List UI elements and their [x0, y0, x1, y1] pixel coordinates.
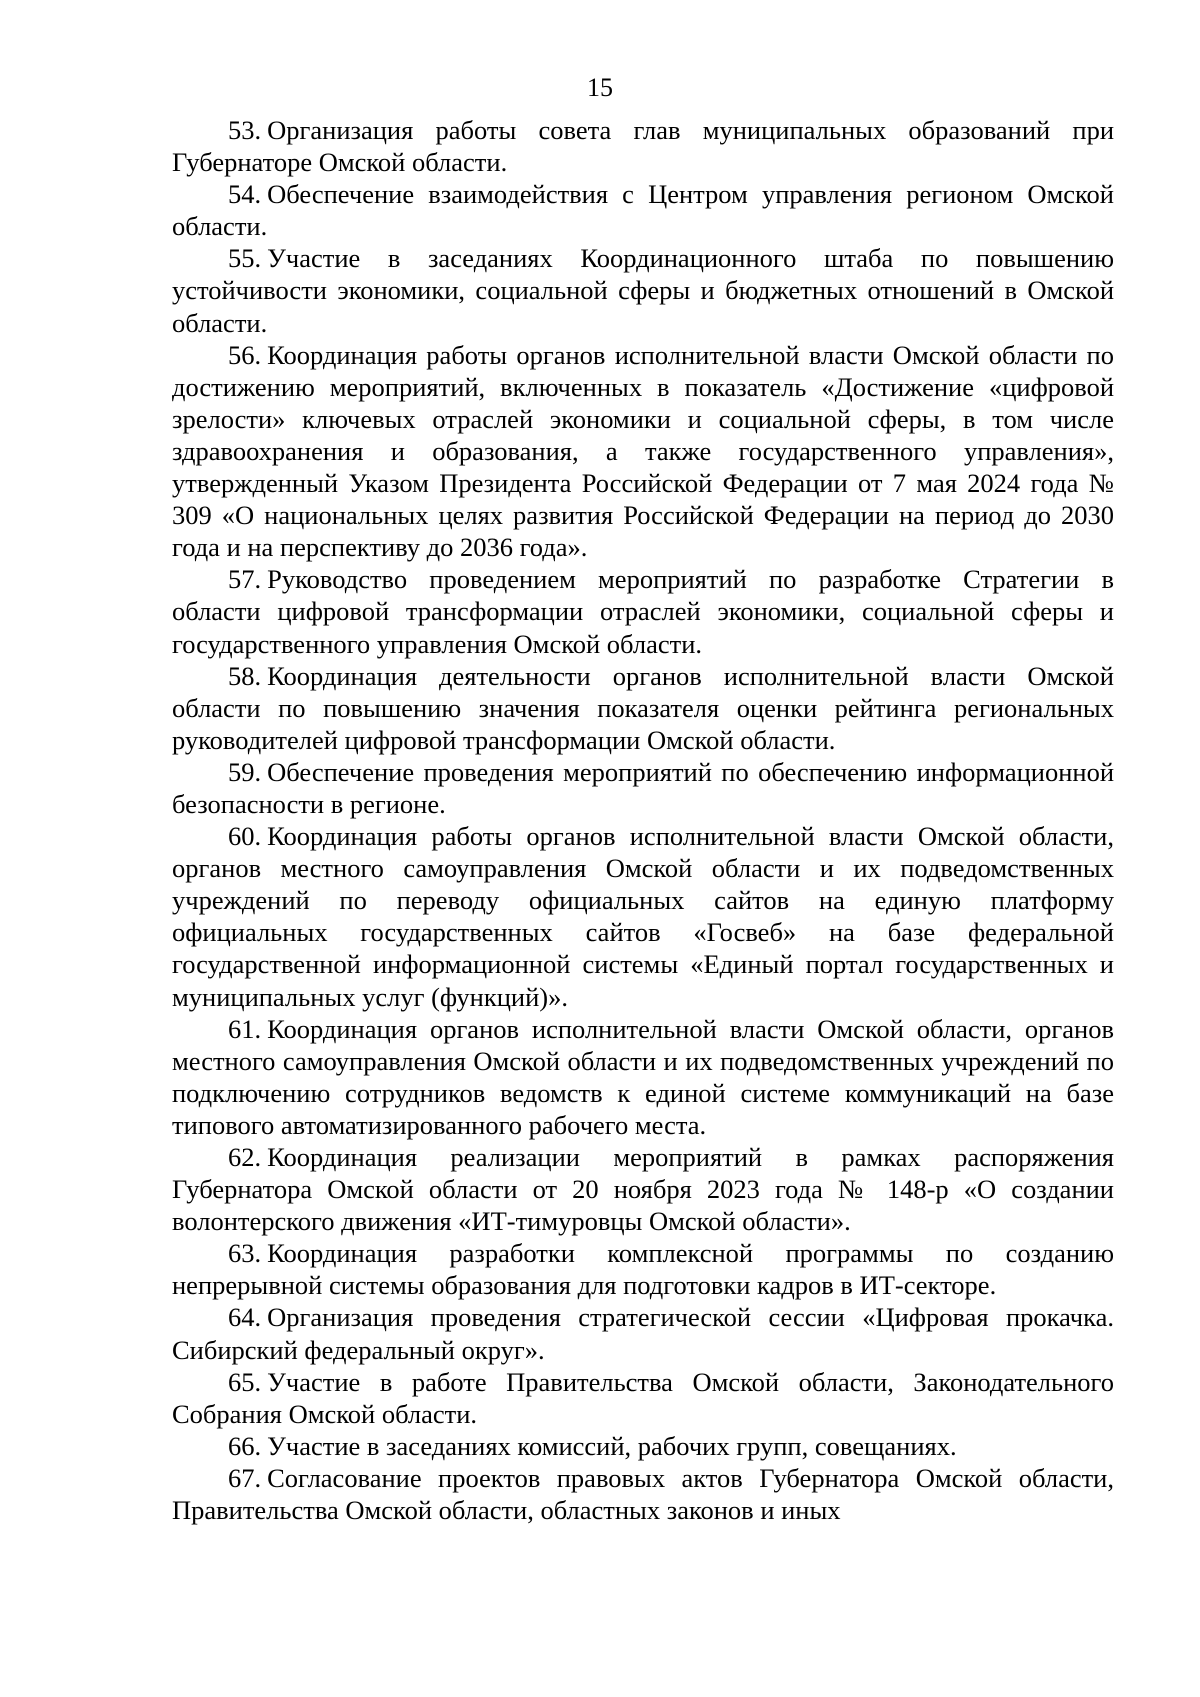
item-number: 53. — [228, 115, 262, 145]
item-number: 61. — [228, 1013, 262, 1044]
list-item — [172, 1301, 1114, 1365]
list-item — [172, 660, 1114, 756]
item-text: Организация проведения стратегической сессии «Цифровая прокачка. Сибирский федеральный округ». — [172, 1302, 1114, 1365]
item-number: 64. — [228, 1302, 262, 1333]
item-number: 56. — [228, 339, 262, 370]
item-text: Координация работы органов исполнительной власти Омской области по достижению мероприятий, включенных в показатель «Достижение «цифровой зрелости» ключевых отраслей экономики и социальной сферы, в том числе здравоохранения и образования, а также государственного управления», утвержденный Указом Президента Российской Федерации от 7 мая 2024 года № 309 «О национальных целях развития Российской Федерации на период до 2030 года и на перспективу до 2036 года». — [172, 339, 1114, 563]
document-body — [172, 114, 1114, 1526]
item-number: 58. — [228, 660, 262, 691]
list-item — [172, 563, 1114, 659]
item-number: 59. — [228, 756, 262, 787]
item-text: Согласование проектов правовых актов Губернатора Омской области, Правительства Омской области, областных законов и иных — [172, 1462, 1114, 1526]
item-text: Обеспечение взаимодействия с Центром управления регионом Омской области. — [172, 179, 1114, 242]
item-text: Координация органов исполнительной власти Омской области, органов местного самоуправления Омской области и их подведомственных учреждений по подключению сотрудников ведомств к единой системе коммуникаций на базе типового автоматизированного рабочего места. — [172, 1013, 1114, 1140]
list-item — [172, 339, 1114, 564]
list-item — [172, 820, 1114, 1013]
list-item — [172, 1141, 1114, 1237]
page-number: 15 — [587, 73, 613, 102]
list-item — [172, 242, 1114, 338]
item-text: Координация работы органов исполнительной власти Омской области, органов местного самоуправления Омской области и их подведомственных учреждений по переводу официальных сайтов на единую платформу официальных государственных сайтов «Госвеб» на базе федеральной государственной информационной системы «Единый портал государственных и муниципальных услуг (функций)». — [172, 821, 1114, 1012]
item-text: Участие в работе Правительства Омской области, Законодательного Собрания Омской области. — [172, 1366, 1114, 1429]
list-item — [172, 1237, 1114, 1301]
item-text: Руководство проведением мероприятий по разработке Стратегии в области цифровой трансформации отраслей экономики, социальной сферы и государственного управления Омской области. — [172, 564, 1114, 659]
item-text: Участие в заседаниях Координационного штаба по повышению устойчивости экономики, социальной сферы и бюджетных отношений в Омской области. — [172, 243, 1114, 338]
list-item — [172, 1430, 1114, 1462]
list-item — [172, 1462, 1114, 1526]
item-text: Координация реализации мероприятий в рамках распоряжения Губернатора Омской области от 20 ноября 2023 года № 148-р «О создании волонтерского движения «ИТ-тимуровцы Омской области». — [172, 1142, 1114, 1237]
item-number: 55. — [228, 243, 262, 274]
item-text: Координация деятельности органов исполнительной власти Омской области по повышению значения показателя оценки рейтинга региональных руководителей цифровой трансформации Омской области. — [172, 660, 1114, 755]
item-number: 60. — [228, 821, 262, 852]
item-text: Обеспечение проведения мероприятий по обеспечению информационной безопасности в регионе. — [172, 756, 1114, 819]
item-number: 67. — [228, 1462, 262, 1493]
list-item — [172, 1013, 1114, 1141]
item-text: Координация разработки комплексной программы по созданию непрерывной системы образования для подготовки кадров в ИТ-секторе. — [172, 1238, 1114, 1301]
list-item — [172, 1366, 1114, 1430]
list-item — [172, 114, 1114, 178]
item-number: 65. — [228, 1366, 262, 1397]
item-number: 57. — [228, 564, 262, 595]
item-number: 62. — [228, 1142, 262, 1172]
item-number: 66. — [228, 1430, 262, 1461]
list-item — [172, 178, 1114, 242]
item-text: Участие в заседаниях комиссий, рабочих групп, совещаниях. — [267, 1430, 957, 1461]
list-item — [172, 756, 1114, 820]
item-text: Организация работы совета глав муниципальных образований при Губернаторе Омской области. — [172, 115, 1114, 178]
item-number: 63. — [228, 1238, 262, 1269]
item-number: 54. — [228, 179, 262, 210]
